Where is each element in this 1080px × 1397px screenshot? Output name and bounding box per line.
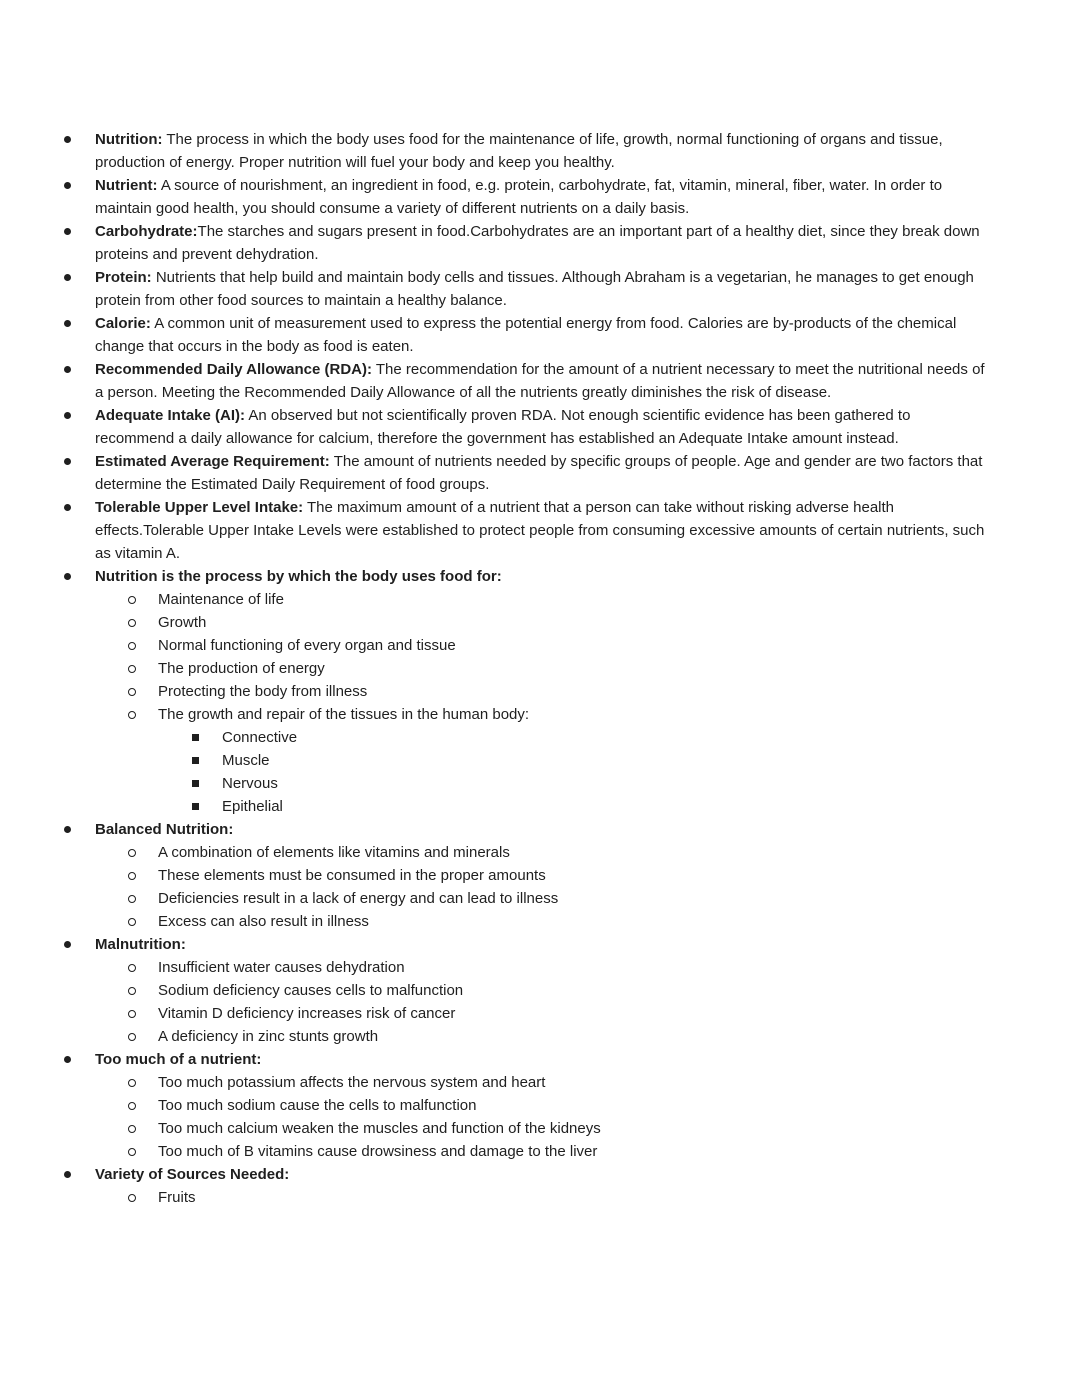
item-text: Vitamin D deficiency increases risk of cancer <box>158 1005 456 1022</box>
list-item <box>0 703 990 726</box>
item-text: Normal functioning of every organ and tissue <box>158 637 456 654</box>
list-item <box>0 864 990 887</box>
list-item <box>0 1186 990 1209</box>
list-item <box>0 174 990 220</box>
bullet-circle-icon <box>128 1079 136 1087</box>
item-text: Too much potassium affects the nervous system and heart <box>158 1074 546 1091</box>
term-label: Adequate Intake (AI): <box>95 407 246 424</box>
bullet-square-icon <box>192 757 199 764</box>
list-item <box>0 1094 990 1117</box>
term-label: Tolerable Upper Level Intake: <box>95 499 304 516</box>
bullet-disc-icon <box>64 136 71 143</box>
list-item <box>0 1048 990 1071</box>
bullet-square-icon <box>192 780 199 787</box>
list-item <box>0 772 990 795</box>
bullet-disc-icon <box>64 573 71 580</box>
item-text: Nutrients that help build and maintain body cells and tissues. Although Abraham is a vegetarian, he manages to get enough protein from other food sources to maintain a healthy balance. <box>95 269 974 309</box>
bullet-disc-icon <box>64 504 71 511</box>
list-item <box>0 933 990 956</box>
item-text: A combination of elements like vitamins and minerals <box>158 844 510 861</box>
bullet-circle-icon <box>128 895 136 903</box>
list-item <box>0 749 990 772</box>
term-label: Carbohydrate: <box>95 223 198 240</box>
item-text: A common unit of measurement used to express the potential energy from food. Calories are by-products of the chemical change that occurs in the body as food is eaten. <box>95 315 957 355</box>
term-label: Variety of Sources Needed: <box>95 1166 290 1183</box>
item-text: An observed but not scientifically proven RDA. Not enough scientific evidence has been gathered to recommend a daily allowance for calcium, therefore the government has established an Adequate Intake amount instead. <box>95 407 911 447</box>
bullet-circle-icon <box>128 964 136 972</box>
term-label: Estimated Average Requirement: <box>95 453 330 470</box>
bullet-circle-icon <box>128 711 136 719</box>
item-text: Sodium deficiency causes cells to malfunction <box>158 982 464 999</box>
list-item <box>0 1071 990 1094</box>
item-text: The maximum amount of a nutrient that a person can take without risking adverse health effects.Tolerable Upper Intake Levels were established to protect people from consuming excessive amounts of certain nutrients, such as vitamin A. <box>95 499 985 562</box>
list-item <box>0 358 990 404</box>
item-text: Too much of B vitamins cause drowsiness and damage to the liver <box>158 1143 598 1160</box>
list-item <box>0 611 990 634</box>
bullet-disc-icon <box>64 826 71 833</box>
bullet-disc-icon <box>64 228 71 235</box>
list-item <box>0 404 990 450</box>
item-text: Too much calcium weaken the muscles and function of the kidneys <box>158 1120 601 1137</box>
list-item <box>0 979 990 1002</box>
list-item <box>0 1002 990 1025</box>
item-text: A source of nourishment, an ingredient in food, e.g. protein, carbohydrate, fat, vitamin, mineral, fiber, water. In order to maintain good health, you should consume a variety of different nutrients on a daily basis. <box>95 177 943 217</box>
bullet-circle-icon <box>128 849 136 857</box>
list-item <box>0 1025 990 1048</box>
bullet-disc-icon <box>64 182 71 189</box>
item-text: The amount of nutrients needed by specific groups of people. Age and gender are two factors that determine the Estimated Daily Requirement of food groups. <box>95 453 983 493</box>
item-text: The process in which the body uses food for the maintenance of life, growth, normal functioning of organs and tissue, production of energy. Proper nutrition will fuel your body and keep you healthy. <box>95 131 943 171</box>
list-item <box>0 634 990 657</box>
bullet-disc-icon <box>64 941 71 948</box>
term-label: Balanced Nutrition: <box>95 821 234 838</box>
list-item <box>0 1117 990 1140</box>
item-text: Growth <box>158 614 207 631</box>
bullet-circle-icon <box>128 872 136 880</box>
item-text: Excess can also result in illness <box>158 913 369 930</box>
item-text: The growth and repair of the tissues in the human body: <box>158 706 530 723</box>
item-text: Connective <box>222 729 298 746</box>
term-label: Protein: <box>95 269 152 286</box>
term-label: Malnutrition: <box>95 936 186 953</box>
bullet-disc-icon <box>64 458 71 465</box>
list-item <box>0 588 990 611</box>
item-text: The recommendation for the amount of a nutrient necessary to meet the nutritional needs of a person. Meeting the Recommended Daily Allowance of all the nutrients greatly diminishes the risk of disease. <box>95 361 985 401</box>
bullet-circle-icon <box>128 1102 136 1110</box>
bullet-circle-icon <box>128 642 136 650</box>
bullet-circle-icon <box>128 918 136 926</box>
term-label: Recommended Daily Allowance (RDA): <box>95 361 372 378</box>
bullet-disc-icon <box>64 1171 71 1178</box>
bullet-disc-icon <box>64 412 71 419</box>
bullet-circle-icon <box>128 596 136 604</box>
list-item <box>0 657 990 680</box>
term-label: Nutrition is the process by which the body uses food for: <box>95 568 502 585</box>
list-item <box>0 887 990 910</box>
bullet-square-icon <box>192 734 199 741</box>
item-text: Insufficient water causes dehydration <box>158 959 405 976</box>
bullet-circle-icon <box>128 1148 136 1156</box>
bullet-circle-icon <box>128 987 136 995</box>
item-text: Maintenance of life <box>158 591 284 608</box>
list-item <box>0 312 990 358</box>
list-item <box>0 565 990 588</box>
list-item <box>0 795 990 818</box>
list-item <box>0 128 990 174</box>
list-item <box>0 220 990 266</box>
item-text: Epithelial <box>222 798 283 815</box>
list-item <box>0 910 990 933</box>
bullet-circle-icon <box>128 1033 136 1041</box>
list-item <box>0 450 990 496</box>
bullet-disc-icon <box>64 366 71 373</box>
term-label: Too much of a nutrient: <box>95 1051 262 1068</box>
item-text: Fruits <box>158 1189 196 1206</box>
bullet-circle-icon <box>128 619 136 627</box>
bullet-disc-icon <box>64 320 71 327</box>
bullet-circle-icon <box>128 1125 136 1133</box>
bullet-circle-icon <box>128 688 136 696</box>
bullet-circle-icon <box>128 1010 136 1018</box>
list-item <box>0 496 990 565</box>
item-text: Protecting the body from illness <box>158 683 368 700</box>
list-item <box>0 841 990 864</box>
item-text: Deficiencies result in a lack of energy and can lead to illness <box>158 890 559 907</box>
bullet-square-icon <box>192 803 199 810</box>
bullet-disc-icon <box>64 1056 71 1063</box>
item-text: Muscle <box>222 752 270 769</box>
list-item <box>0 680 990 703</box>
item-text: The starches and sugars present in food.Carbohydrates are an important part of a healthy diet, since they break down proteins and prevent dehydration. <box>95 223 980 263</box>
bullet-disc-icon <box>64 274 71 281</box>
list-item <box>0 1140 990 1163</box>
term-label: Nutrition: <box>95 131 163 148</box>
item-text: Nervous <box>222 775 278 792</box>
term-label: Nutrient: <box>95 177 158 194</box>
item-text: Too much sodium cause the cells to malfunction <box>158 1097 477 1114</box>
list-item <box>0 726 990 749</box>
notes-list <box>0 128 990 1209</box>
term-label: Calorie: <box>95 315 151 332</box>
item-text: The production of energy <box>158 660 325 677</box>
item-text: These elements must be consumed in the proper amounts <box>158 867 546 884</box>
list-item <box>0 266 990 312</box>
list-item <box>0 1163 990 1186</box>
bullet-circle-icon <box>128 1194 136 1202</box>
bullet-circle-icon <box>128 665 136 673</box>
list-item <box>0 956 990 979</box>
item-text: A deficiency in zinc stunts growth <box>158 1028 379 1045</box>
list-item <box>0 818 990 841</box>
